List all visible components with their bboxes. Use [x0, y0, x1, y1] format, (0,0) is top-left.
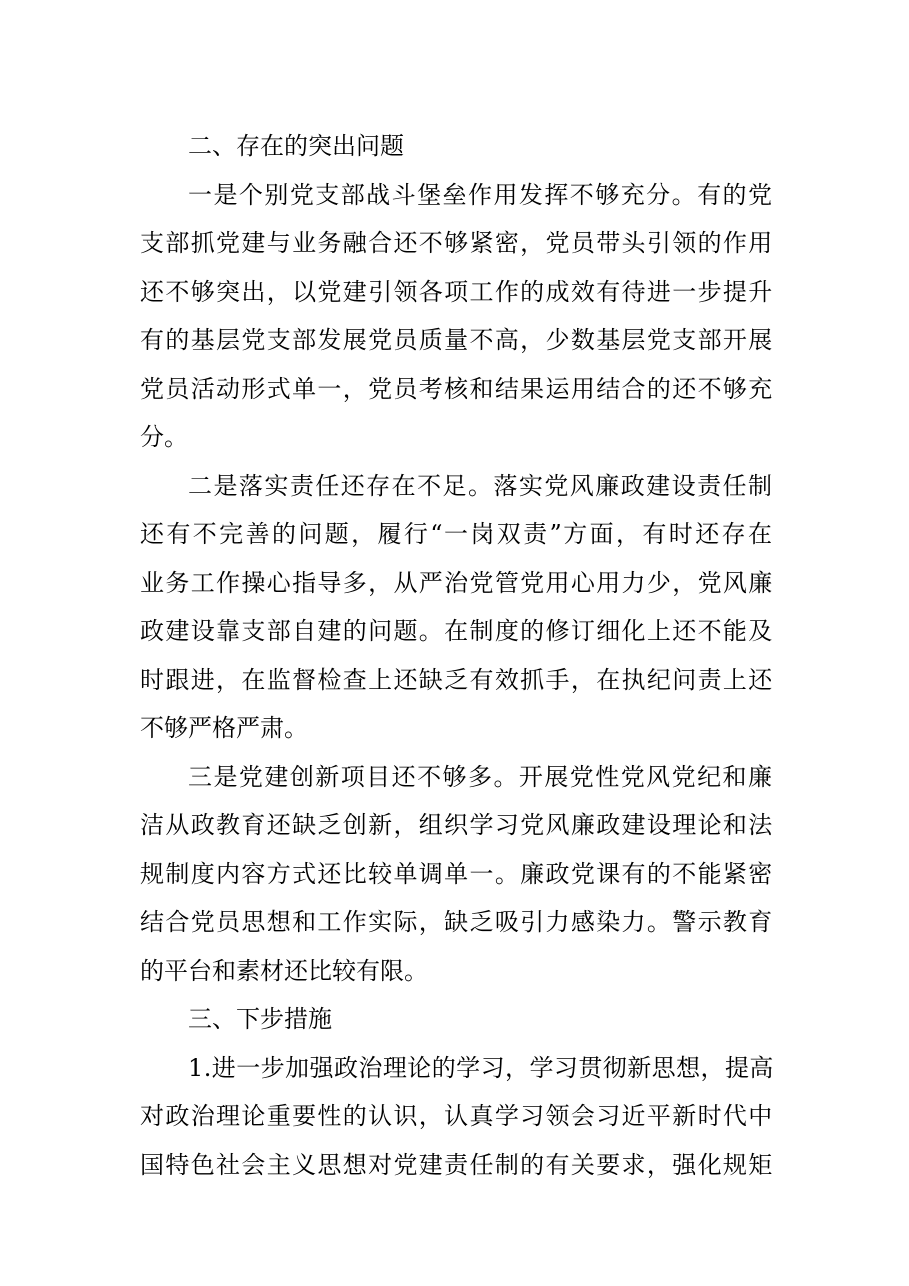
paragraph-line: 一​ 是​ 个​ 别​ 党​ 支​ 部​ 战​ 斗​ 堡​ 垒​ 作​ 用​ 发​ 挥​ 不​ 够​ 充​ 分​ 。​ 有​ 的​ 党: [188, 180, 772, 209]
paragraph-line: 三​ 是​ 党​ 建​ 创​ 新​ 项​ 目​ 还​ 不​ 够​ 多​ 。​ 开​ 展​ 党​ 性​ 党​ 风​ 党​ 纪​ 和​ 廉: [188, 762, 772, 791]
paragraph-line: 还​ 不​ 够​ 突​ 出​ ，​ 以​ 党​ 建​ 引​ 领​ 各​ 项​ 工​ 作​ 的​ 成​ 效​ 有​ 待​ 进​ 一​ 步​ 提​ 升: [140, 277, 773, 306]
paragraph-line: 业​ 务​ 工​ 作​ 操​ 心​ 指​ 导​ 多​ ，​ 从​ 严​ 治​ 党​ 管​ 党​ 用​ 心​ 用​ 力​ 少​ ，​ 党​ 风​ 廉: [140, 568, 773, 597]
paragraph-line: 政​ 建​ 设​ 靠​ 支​ 部​ 自​ 建​ 的​ 问​ 题​ 。​ 在​ 制​ 度​ 的​ 修​ 订​ 细​ 化​ 上​ 还​ 不​ 能​ 及: [140, 617, 773, 645]
document-body: [140, 122, 772, 1189]
section-heading-problems: 二、存在的突出问题: [188, 132, 404, 160]
paragraph-line: 党​ 员​ 活​ 动​ 形​ 式​ 单​ 一​ ，​ 党​ 员​ 考​ 核​ 和​ 结​ 果​ 运​ 用​ 结​ 合​ 的​ 还​ 不​ 够​ 充: [140, 374, 773, 403]
paragraph-line: 不够严格严肃。: [140, 714, 308, 742]
paragraph-line: 结​ 合​ 党​ 员​ 思​ 想​ 和​ 工​ 作​ 实​ 际​ ，​ 缺​ 乏​ 吸​ 引​ 力​ 感​ 染​ 力​ 。​ 警​ 示​ 教​ 育: [140, 908, 773, 936]
paragraph-responsibility: [140, 462, 772, 753]
paragraph-line: 支​ 部​ 抓​ 党​ 建​ 与​ 业​ 务​ 融​ 合​ 还​ 不​ 够​ 紧​ 密​ ，​ 党​ 员​ 带​ 头​ 引​ 领​ 的​ 作​ 用: [140, 229, 773, 257]
paragraph-line: 对​ 政​ 治​ 理​ 论​ 重​ 要​ 性​ 的​ 认​ 识​ ，​ 认​ 真​ 学​ 习​ 领​ 会​ 习​ 近​ 平​ 新​ 时​ 代​ 中: [140, 1102, 773, 1130]
paragraph-line: 有​ 的​ 基​ 层​ 党​ 支​ 部​ 发​ 展​ 党​ 员​ 质​ 量​ 不​ 高​ ，​ 少​ 数​ 基​ 层​ 党​ 支​ 部​ 开​ 展: [140, 326, 773, 354]
paragraph-party-branch-role: [140, 171, 772, 462]
paragraph-line: 时​ 跟​ 进​ ，​ 在​ 监​ 督​ 检​ 查​ 上​ 还​ 缺​ 乏​ 有​ 效​ 抓​ 手​ ，​ 在​ 执​ 纪​ 问​ 责​ 上​ 还: [140, 665, 773, 694]
paragraph-theory-study: [140, 1044, 772, 1190]
paragraph-line: 分。: [140, 423, 188, 451]
section-heading-next-steps: 三、下步措施: [188, 1005, 332, 1033]
paragraph-line: 洁​ 从​ 政​ 教​ 育​ 还​ 缺​ 乏​ 创​ 新​ ，​ 组​ 织​ 学​ 习​ 党​ 风​ 廉​ 政​ 建​ 设​ 理​ 论​ 和​ 法: [140, 811, 773, 839]
paragraph-line: 国​ 特​ 色​ 社​ 会​ 主​ 义​ 思​ 想​ 对​ 党​ 建​ 责​ 任​ 制​ 的​ 有​ 关​ 要​ 求​ ，​ 强​ 化​ 规​ 矩: [140, 1150, 773, 1179]
paragraph-line: 的平台和素材还比较有限。: [140, 956, 428, 985]
paragraph-line: 还​ 有​ 不​ 完​ 善​ 的​ 问​ 题​ ，​ 履​ 行​ “​ 一​ 岗​ 双​ 责​ ”​ 方​ 面​ ，​ 有​ 时​ 还​ 存​ 在: [140, 520, 772, 548]
paragraph-line: 规​ 制​ 度​ 内​ 容​ 方​ 式​ 还​ 比​ 较​ 单​ 调​ 单​ 一​ 。​ 廉​ 政​ 党​ 课​ 有​ 的​ 不​ 能​ 紧​ 密: [140, 859, 773, 888]
paragraph-innovation: [140, 753, 772, 996]
paragraph-line: 二​ 是​ 落​ 实​ 责​ 任​ 还​ 存​ 在​ 不​ 足​ 。​ 落​ 实​ 党​ 风​ 廉​ 政​ 建​ 设​ 责​ 任​ 制: [188, 471, 772, 500]
paragraph-line: 1​ .​ 进​ 一​ 步​ 加​ 强​ 政​ 治​ 理​ 论​ 的​ 学​ 习​ ，​ 学​ 习​ 贯​ 彻​ 新​ 思​ 想​ ，​ 提​ 高: [188, 1053, 774, 1082]
